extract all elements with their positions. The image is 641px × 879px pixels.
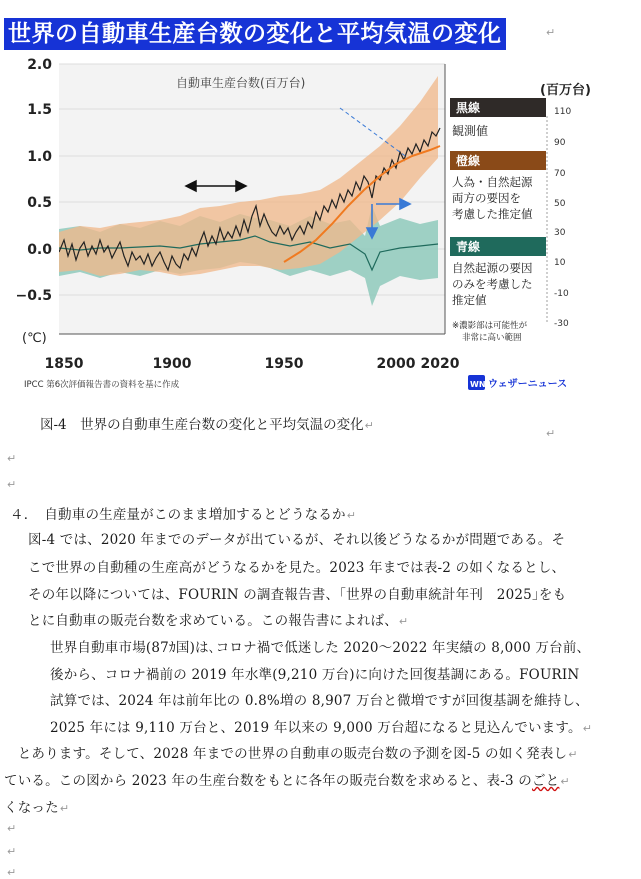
return-mark: ↵ — [346, 509, 357, 522]
right-tick: 30 — [554, 228, 566, 238]
after-line — [4, 769, 570, 789]
spellcheck-flagged-text: ごと — [531, 773, 560, 789]
x-tick: 1850 — [44, 356, 84, 372]
figure-source: IPCC 第6次評価報告書の資料を基に作成 — [24, 380, 180, 390]
quote-line: 試算では、2024 年は前年比の 0.8%増の 8,907 万台と微増ですが回復基調を維持し、 — [50, 693, 589, 709]
return-mark: ↵ — [7, 478, 17, 491]
quote-line: 後から、コロナ禍前の 2019 年水準(9,210 万台)に向けた回復基調にある。FOURIN — [50, 667, 580, 683]
return-mark: ↵ — [7, 866, 17, 879]
x-tick: 1900 — [152, 356, 192, 372]
figure-4-chart — [0, 56, 641, 396]
legend-note-line: 非常に高い範囲 — [462, 333, 522, 343]
return-mark: ↵ — [560, 775, 570, 788]
x-tick: 2020 — [420, 356, 460, 372]
left-tick: 1.0 — [27, 149, 52, 165]
left-tick: 0.5 — [27, 195, 52, 211]
return-mark: ↵ — [7, 452, 17, 465]
section-heading-text: ４． 自動車の生産量がこのまま増加するとどうなるか — [10, 507, 346, 523]
x-tick: 2000 — [376, 356, 416, 372]
quote-line — [50, 716, 592, 736]
left-tick: −0.5 — [15, 288, 52, 304]
document-title: 世界の自動車生産台数の変化と平均気温の変化 — [4, 18, 506, 50]
x-tick: 1950 — [264, 356, 304, 372]
logo-text: ウェザーニュース — [488, 379, 568, 390]
body-line — [28, 609, 408, 629]
right-tick: 70 — [554, 169, 566, 179]
body-line-text: とに自動車の販売台数を求めている。この報告書によれば、 — [28, 613, 398, 629]
right-tick: 10 — [554, 258, 566, 268]
after-line-text: くなった — [4, 800, 59, 816]
legend-black-header: 黒線 — [456, 101, 481, 115]
logo-mark: WN — [470, 380, 486, 389]
after-line-text: とあります。そして、2028 年までの世界の自動車の販売台数の予測を図-5 の如く発表し — [4, 746, 568, 762]
return-mark: ↵ — [398, 615, 409, 628]
right-tick: 90 — [554, 138, 566, 148]
legend-green-desc-line: 推定値 — [452, 293, 487, 307]
body-line: こで世界の自動種の生産高がどうなるかを見た。2023 年までは表-2 の如くなるとし、 — [28, 560, 566, 576]
return-mark: ↵ — [59, 802, 70, 815]
right-tick: -10 — [554, 289, 569, 299]
return-mark: ↵ — [364, 419, 374, 432]
legend-orange-desc-line: 考慮した推定値 — [452, 207, 533, 221]
left-axis-ticks — [15, 57, 52, 304]
after-line — [4, 796, 69, 816]
legend-note-line: ※濃影部は可能性が — [452, 321, 528, 331]
y-axis-unit: (℃) — [22, 331, 47, 346]
quote-line-text: 2025 年には 9,110 万台と、2019 年以来の 9,000 万台超になると見込んでいます。 — [50, 720, 582, 736]
return-mark: ↵ — [568, 748, 578, 761]
legend-orange-desc-line: 両方の要因を — [452, 191, 521, 205]
legend-green-header: 青線 — [456, 240, 481, 254]
right-tick: -30 — [554, 319, 569, 329]
left-tick: 0.0 — [27, 242, 52, 258]
left-tick: 2.0 — [27, 57, 52, 73]
production-callout-label: 自動車生産台数(百万台) — [176, 76, 306, 90]
quote-line: 世界自動車市場(87ｶ国)は､コロナ禍で低迷した 2020～2022 年実績の 8,000 万台前、 — [50, 640, 591, 656]
legend — [450, 98, 546, 343]
figure-caption — [40, 413, 374, 433]
legend-black-desc: 観測値 — [452, 124, 489, 138]
figure-caption-text: 図-4 世界の自動車生産台数の変化と平均気温の変化 — [40, 417, 364, 433]
after-line — [4, 742, 578, 762]
right-axis-ticks — [554, 107, 571, 329]
left-tick: 1.5 — [27, 102, 52, 118]
section-heading — [10, 503, 356, 523]
legend-orange-header: 橙線 — [456, 154, 481, 168]
body-line: 図-4 では、2020 年までのデータが出ているが、それ以後どうなるかが問題である。そ — [28, 532, 566, 548]
legend-green-desc-line: 自然起源の要因 — [452, 261, 533, 275]
right-tick: 50 — [554, 199, 566, 209]
x-axis-ticks — [45, 356, 460, 372]
body-line: その年以降については、FOURIN の調査報告書、｢世界の自動車統計年刊 2025｣をも — [28, 587, 567, 603]
return-mark: ↵ — [546, 427, 556, 440]
legend-green-desc-line: のみを考慮した — [452, 277, 533, 291]
return-mark: ↵ — [7, 822, 17, 835]
return-mark: ↵ — [546, 26, 556, 39]
right-axis-unit: (百万台) — [540, 83, 591, 98]
return-mark: ↵ — [582, 722, 593, 735]
return-mark: ↵ — [7, 845, 17, 858]
weathernews-logo — [468, 375, 567, 390]
after-line-text: ている。この図から 2023 年の生産台数をもとに各年の販売台数を求めると、表-3 の — [4, 773, 532, 789]
legend-orange-desc-line: 人為・自然起源 — [452, 175, 533, 189]
right-tick: 110 — [554, 107, 572, 117]
